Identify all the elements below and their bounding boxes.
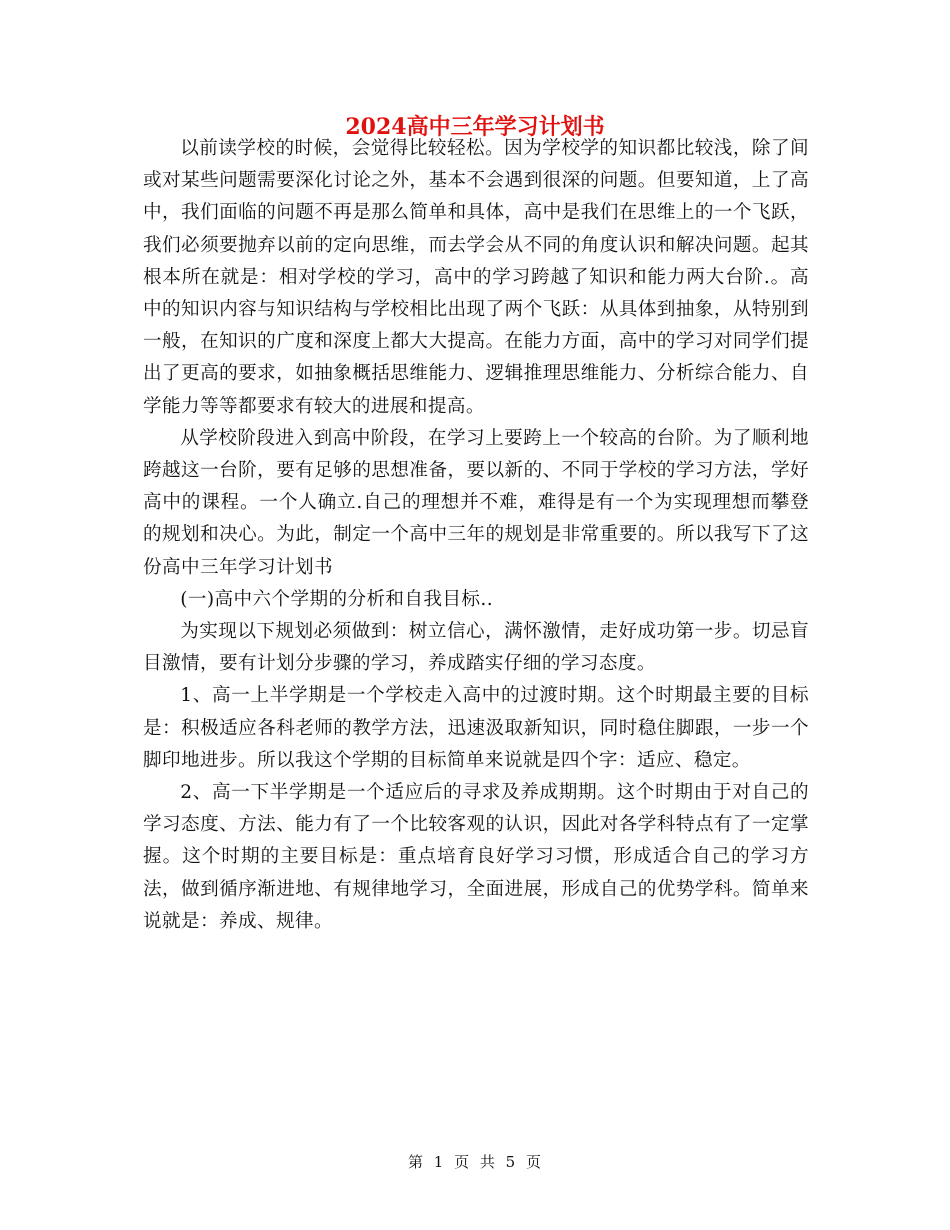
- page-footer: 第 1 页 共 5 页: [408, 1153, 542, 1171]
- paragraph-intro: 以前读学校的时候，会觉得比较轻松。因为学校学的知识都比较浅，除了间或对某些问题需要深化讨论之外，基本不会遇到很深的问题。但要知道，上了高中，我们面临的问题不再是那么简单和具体，高中是我们在思维上的一个飞跃，我们必须要抛弃以前的定向思维，而去学会从不同的角度认识和解决问题。起其根本所在就是：相对学校的学习，高中的学习跨越了知识和能力两大台阶.。高中的知识内容与知识结构与学校相比出现了两个飞跃：从具体到抽象，从特别到一般，在知识的广度和深度上都大大提高。在能力方面，高中的学习对同学们提出了更高的要求，如抽象概括思维能力、逻辑推理思维能力、分析综合能力、自学能力等等都要求有较大的进展和提高。: [143, 138, 809, 417]
- paragraph-transition: 从学校阶段进入到高中阶段，在学习上要跨上一个较高的台阶。为了顺利地跨越这一台阶，要有足够的思想准备，要以新的、不同于学校的学习方法，学好高中的课程。一个人确立.自己的理想并不难，难得是有一个为实现理想而攀登的规划和决心。为此，制定一个高中三年的规划是非常重要的。所以我写下了这份高中三年学习计划书: [143, 427, 809, 578]
- paragraph-requirements: 为实现以下规划必须做到：树立信心，满怀激情，走好成功第一步。切忌盲目激情，要有计划分步骤的学习，养成踏实仔细的学习态度。: [143, 621, 809, 675]
- section-heading: (一)高中六个学期的分析和自我目标..: [180, 588, 494, 610]
- document-body: [143, 133, 809, 938]
- paragraph-semester-1: 1、高一上半学期是一个学校走入高中的过渡时期。这个时期最主要的目标是：积极适应各科老师的教学方法，迅速汲取新知识，同时稳住脚跟，一步一个脚印地进步。所以我这个学期的目标简单来说就是四个字：适应、稳定。: [143, 685, 809, 771]
- paragraph-semester-2: 2、高一下半学期是一个适应后的寻求及养成期期。这个时期由于对自己的学习态度、方法、能力有了一个比较客观的认识，因此对各学科特点有了一定掌握。这个时期的主要目标是：重点培育良好学习习惯，形成适合自己的学习方法，做到循序渐进地、有规律地学习，全面进展，形成自己的优势学科。简单来说就是：养成、规律。: [143, 782, 809, 932]
- document-title: 2024高中三年学习计划书: [345, 114, 605, 140]
